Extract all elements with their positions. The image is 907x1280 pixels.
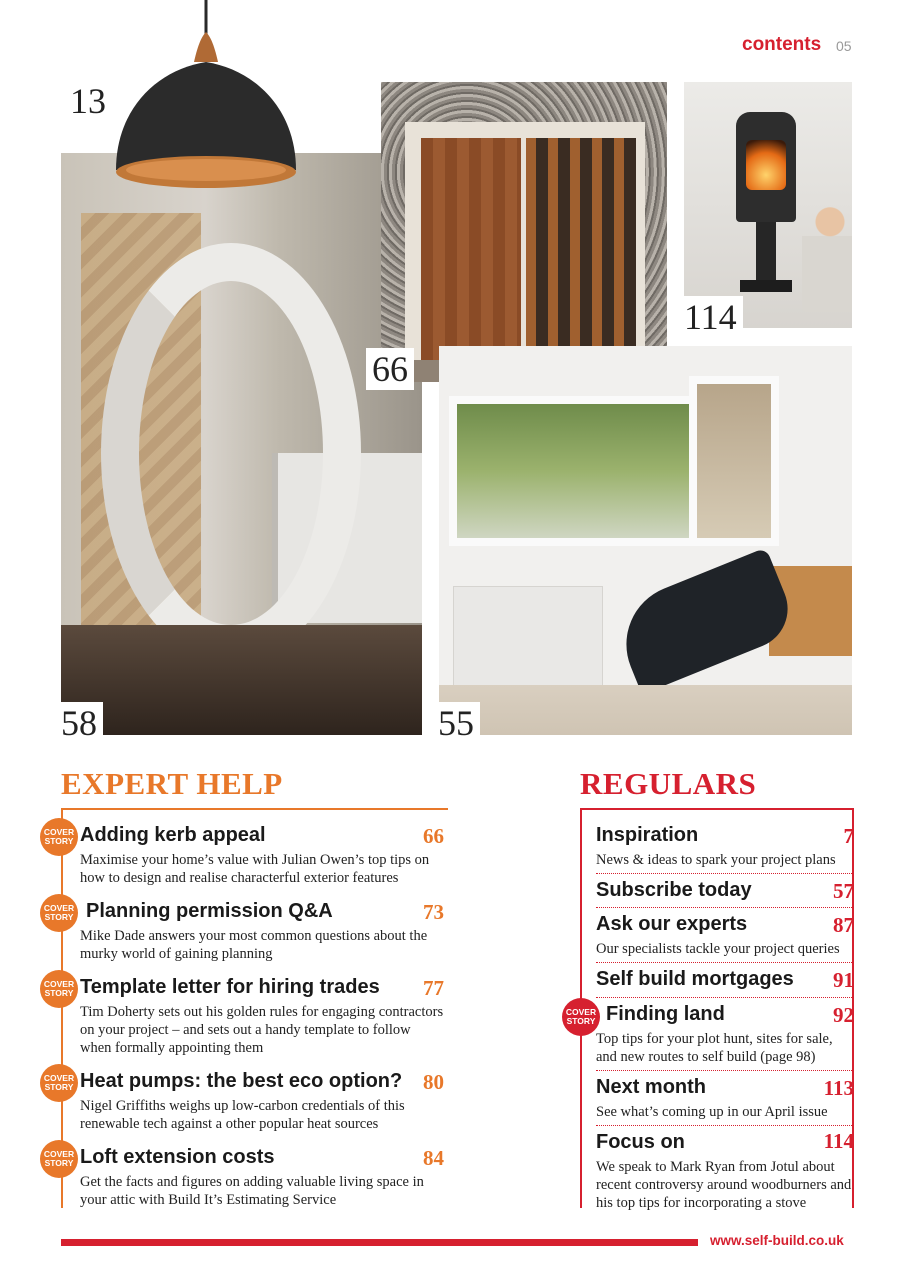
photo-page-114: 114 bbox=[678, 296, 743, 338]
regulars-heading: REGULARS bbox=[580, 766, 757, 801]
item-title[interactable]: Template letter for hiring trades bbox=[80, 976, 380, 998]
item-title[interactable]: Planning permission Q&A bbox=[86, 900, 333, 922]
item-page: 114 bbox=[823, 1129, 854, 1153]
regulars-item[interactable] bbox=[596, 1076, 854, 1121]
regulars-item[interactable] bbox=[596, 1003, 854, 1066]
photo-page-55: 55 bbox=[432, 702, 480, 744]
item-desc: Maximise your home’s value with Julian Owen’s top tips on how to design and realise characterful exterior features bbox=[80, 852, 430, 886]
divider bbox=[596, 997, 854, 998]
expert-item[interactable] bbox=[80, 824, 444, 887]
item-page: 87 bbox=[833, 913, 854, 937]
expert-item[interactable] bbox=[80, 1146, 444, 1209]
regulars-item[interactable] bbox=[596, 824, 854, 869]
divider bbox=[596, 1125, 854, 1126]
page-number: 05 bbox=[836, 38, 852, 54]
regulars-item[interactable] bbox=[596, 913, 854, 958]
divider bbox=[596, 962, 854, 963]
item-desc: We speak to Mark Ryan from Jotul about recent controversy around woodburners and his top tips for incorporating a stove bbox=[596, 1159, 852, 1211]
expert-item[interactable] bbox=[80, 1070, 444, 1133]
regulars-item[interactable] bbox=[596, 968, 854, 991]
contents-label: contents bbox=[742, 34, 822, 55]
item-page: 91 bbox=[833, 968, 854, 992]
photo-page-13: 13 bbox=[70, 81, 106, 121]
cover-story-badge: COVER STORY bbox=[40, 1064, 78, 1102]
item-title[interactable]: Focus on bbox=[596, 1131, 685, 1153]
item-desc: Nigel Griffiths weighs up low-carbon credentials of this renewable tech against a other popular heat sources bbox=[80, 1098, 405, 1132]
item-page: 92 bbox=[833, 1003, 854, 1027]
item-page: 77 bbox=[423, 976, 444, 1000]
item-title[interactable]: Loft extension costs bbox=[80, 1146, 275, 1168]
regulars-item[interactable] bbox=[596, 879, 854, 902]
item-page: 80 bbox=[423, 1070, 444, 1094]
divider bbox=[596, 1070, 854, 1071]
cover-story-badge: COVER STORY bbox=[562, 998, 600, 1036]
footer-bar bbox=[61, 1239, 698, 1246]
item-desc: Top tips for your plot hunt, sites for sale, and new routes to self build (page 98) bbox=[596, 1031, 833, 1065]
item-page: 57 bbox=[833, 879, 854, 903]
item-page: 66 bbox=[423, 824, 444, 848]
item-desc: See what’s coming up in our April issue bbox=[596, 1104, 828, 1120]
item-page: 73 bbox=[423, 900, 444, 924]
expert-help-heading: EXPERT HELP bbox=[61, 766, 283, 801]
divider bbox=[596, 873, 854, 874]
item-title[interactable]: Ask our experts bbox=[596, 913, 748, 935]
item-desc: Tim Doherty sets out his golden rules for engaging contractors on your project – and sets out a handy template to follow when formally appointing them bbox=[80, 1004, 444, 1056]
stove-photo[interactable] bbox=[684, 82, 852, 328]
pendant-lamp-image bbox=[106, 0, 306, 200]
item-title[interactable]: Adding kerb appeal bbox=[80, 824, 266, 846]
item-title[interactable]: Heat pumps: the best eco option? bbox=[80, 1070, 403, 1092]
cover-story-badge: COVER STORY bbox=[40, 1140, 78, 1178]
cover-story-badge: COVER STORY bbox=[40, 818, 78, 856]
expert-item[interactable] bbox=[80, 900, 444, 963]
photo-page-66: 66 bbox=[366, 348, 414, 390]
cover-story-badge: COVER STORY bbox=[40, 894, 78, 932]
door-photo[interactable] bbox=[381, 82, 667, 382]
cover-story-badge: COVER STORY bbox=[40, 970, 78, 1008]
item-desc: Mike Dade answers your most common questions about the murky world of gaining planning bbox=[80, 928, 428, 962]
item-title[interactable]: Inspiration bbox=[596, 824, 699, 846]
expert-item[interactable] bbox=[80, 976, 444, 1057]
item-page: 7 bbox=[843, 824, 854, 848]
staircase-photo[interactable] bbox=[61, 153, 422, 735]
room-photo[interactable] bbox=[439, 346, 852, 735]
photo-page-58: 58 bbox=[55, 702, 103, 744]
footer-url[interactable]: www.self-build.co.uk bbox=[710, 1233, 844, 1248]
regulars-item[interactable] bbox=[596, 1131, 854, 1212]
item-title[interactable]: Subscribe today bbox=[596, 879, 752, 901]
item-title[interactable]: Finding land bbox=[606, 1003, 725, 1025]
item-desc: News & ideas to spark your project plans bbox=[596, 852, 836, 868]
item-desc: Our specialists tackle your project queries bbox=[596, 941, 840, 957]
item-page: 113 bbox=[823, 1076, 854, 1100]
item-title[interactable]: Self build mortgages bbox=[596, 968, 794, 990]
item-title[interactable]: Next month bbox=[596, 1076, 706, 1098]
divider bbox=[596, 907, 854, 908]
item-desc: Get the facts and figures on adding valuable living space in your attic with Build It’s Estimating Service bbox=[80, 1174, 424, 1208]
item-page: 84 bbox=[423, 1146, 444, 1170]
